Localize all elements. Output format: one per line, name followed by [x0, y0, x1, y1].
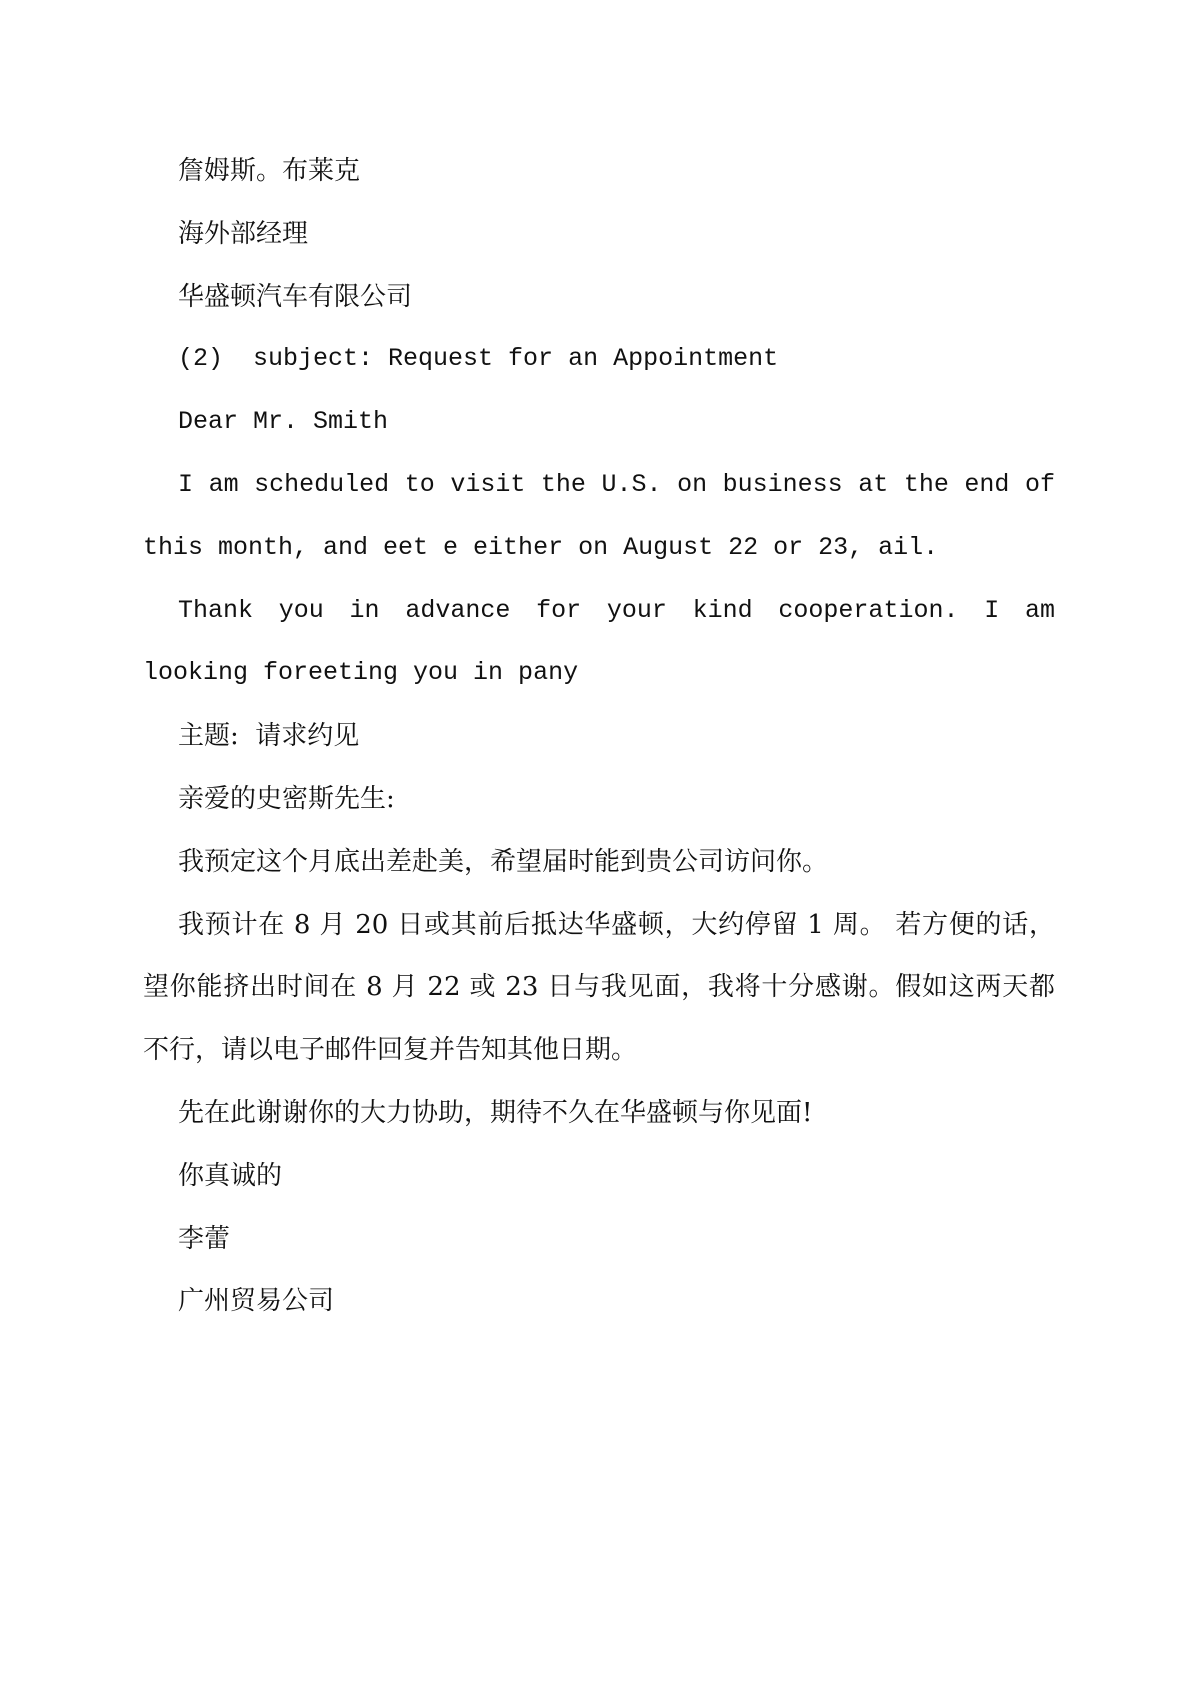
chinese-paragraph-3: 先在此谢谢你的大力协助，期待不久在华盛顿与你见面!: [178, 1097, 813, 1128]
signer-title: 海外部经理: [178, 218, 309, 249]
chinese-subject-line: 主题: 请求约见: [178, 721, 360, 752]
signer-name: 詹姆斯。布莱克: [178, 156, 361, 186]
letter-body: [143, 140, 1055, 1333]
chinese-paragraph-2: 我预计在 8 月 20 日或其前后抵达华盛顿，大约停留 1 周。 若方便的话，望你能挤出时间在 8 月 22 或 23 日与我见面，我将十分感谢。假如这两天都不行，请以电子邮件回复并告知其他日期。: [143, 909, 1055, 1066]
english-paragraph-2: Thank you in advance for your kind cooperation. I am looking foreeting you in pany: [143, 595, 1055, 688]
english-salutation: Dear Mr. Smith: [178, 407, 389, 437]
english-paragraph-1: I am scheduled to visit the U.S. on business at the end of this month, and eet e either on August 22 or 23, ail.: [143, 469, 1055, 562]
chinese-paragraph-1: 我预定这个月底出差赴美，希望届时能到贵公司访问你。: [178, 846, 829, 877]
chinese-closing: 你真诚的: [178, 1160, 283, 1191]
chinese-salutation: 亲爱的史密斯先生:: [178, 783, 395, 814]
chinese-signer-name: 李蕾: [178, 1223, 231, 1254]
chinese-signer-company: 广州贸易公司: [178, 1286, 335, 1317]
english-subject-line: (2) subject: Request for an Appointment: [178, 344, 779, 374]
signer-company: 华盛顿汽车有限公司: [178, 281, 413, 312]
